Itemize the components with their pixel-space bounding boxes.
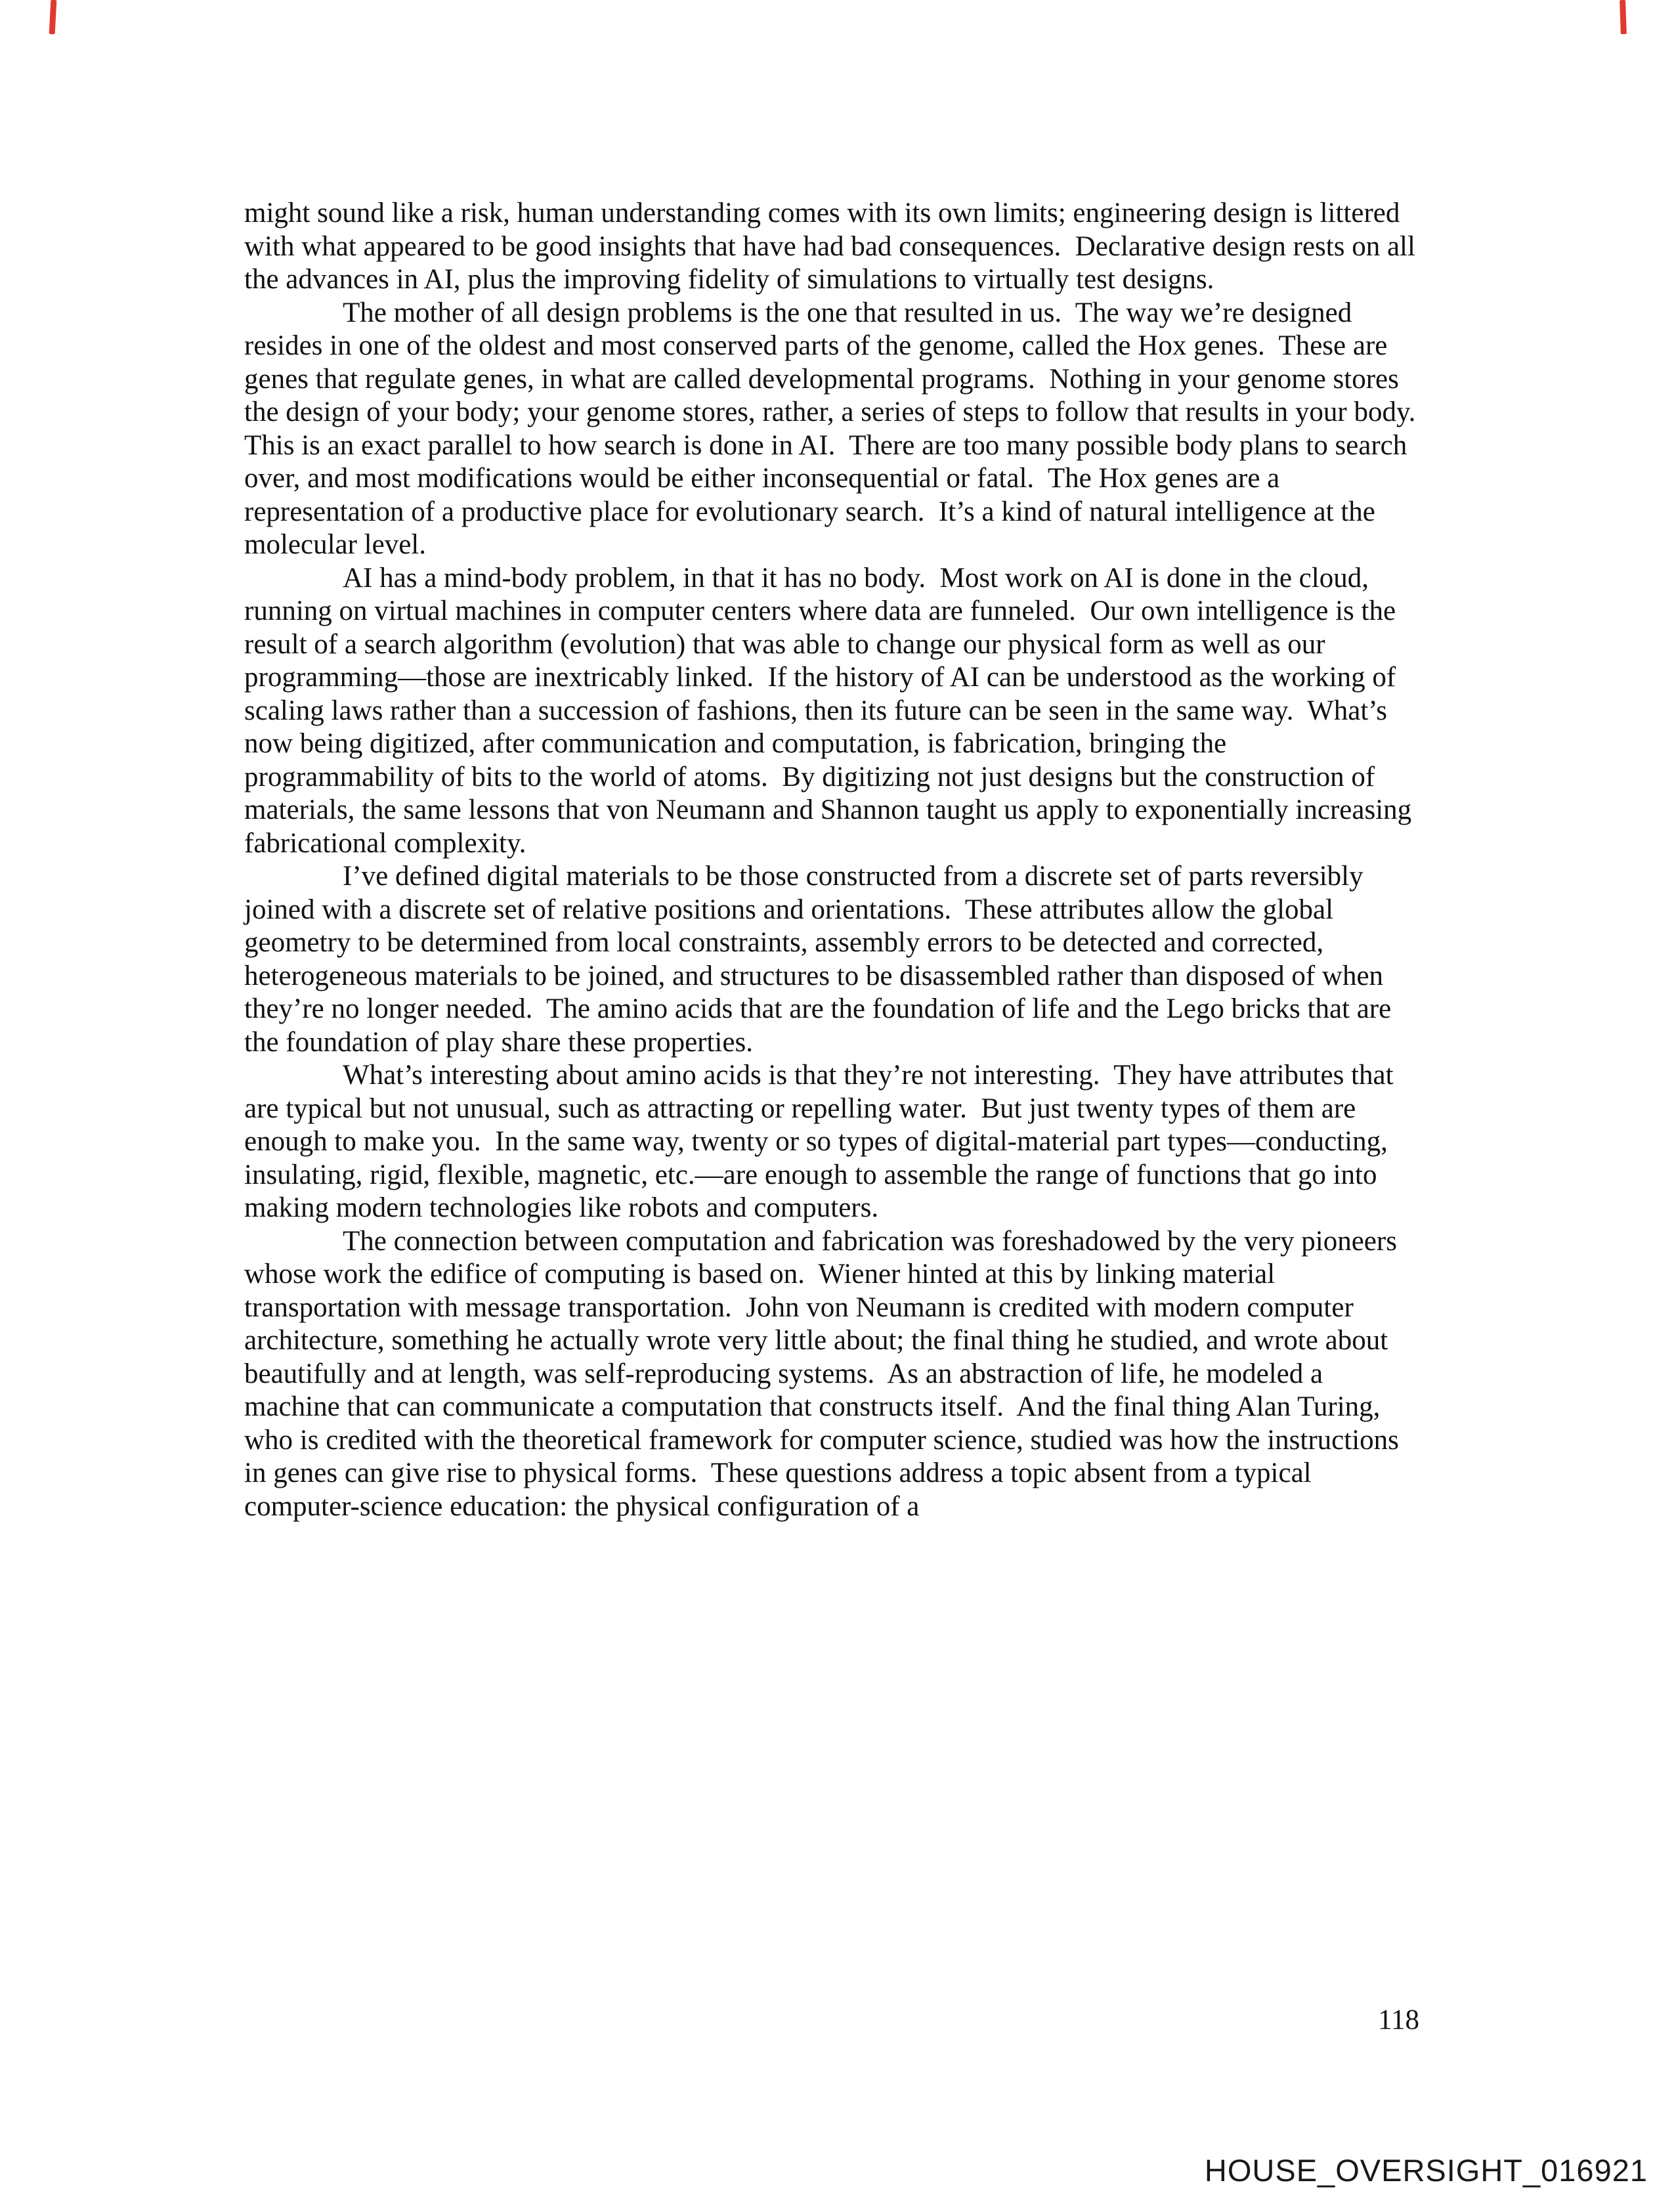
- paragraph: What’s interesting about amino acids is that they’re not interesting. They have attributes that are typical but not unusual, such as attracting or repelling water. But just twenty types of them are enough to make you. In the same way, twenty or so types of digital-material part types—conducting, insulating, rigid, flexible, magnetic, etc.—are enough to assemble the range of functions that go into making modern technologies like robots and computers.: [244, 1060, 1401, 1223]
- page-number: 118: [1378, 2005, 1419, 2035]
- paragraph: The connection between computation and fabrication was foreshadowed by the very pioneers whose work the edifice of computing is based on. Wiener hinted at this by linking material transportation with message transportation. John von Neumann is credited with modern computer architecture, something he actually wrote very little about; the final thing he studied, and wrote about beautifully and at length, was self-reproducing systems. As an abstraction of life, he modeled a machine that can communicate a computation that constructs itself. And the final thing Alan Turing, who is credited with the theoretical framework for computer science, studied was how the instructions in genes can give rise to physical forms. These questions address a topic absent from a typical computer-science education: the physical configuration of a: [244, 1225, 1406, 1522]
- red-crop-mark-top-right: [1620, 0, 1627, 34]
- bates-stamp: HOUSE_OVERSIGHT_016921: [1204, 2153, 1648, 2188]
- paragraph: I’ve defined digital materials to be those constructed from a discrete set of parts reversibly joined with a discrete set of relative positions and orientations. These attributes allow the global geometry to be determined from local constraints, assembly errors to be detected and corrected, heterogeneous materials to be joined, and structures to be disassembled rather than disposed of when they’re no longer needed. The amino acids that are the foundation of life and the Lego bricks that are the foundation of play share these properties.: [244, 861, 1398, 1058]
- paragraph-continuation: might sound like a risk, human understanding comes with its own limits; engineering design is littered with what appeared to be good insights that have had bad consequences. Declarative design rests on all the advances in AI, plus the improving fidelity of simulations to virtually test designs.: [244, 198, 1423, 295]
- page-body: [244, 197, 1430, 1523]
- paragraph: The mother of all design problems is the one that resulted in us. The way we’re designed resides in one of the oldest and most conserved parts of the genome, called the Hox genes. These are genes that regulate genes, in what are called developmental programs. Nothing in your genome stores the design of your body; your genome stores, rather, a series of steps to follow that results in your body. This is an exact parallel to how search is done in AI. There are too many possible body plans to search over, and most modifications would be either inconsequential or fatal. The Hox genes are a representation of a productive place for evolutionary search. It’s a kind of natural intelligence at the molecular level.: [244, 297, 1430, 560]
- paragraph: AI has a mind-body problem, in that it has no body. Most work on AI is done in the cloud, running on virtual machines in computer centers where data are funneled. Our own intelligence is the result of a search algorithm (evolution) that was able to change our physical form as well as our programming—those are inextricably linked. If the history of AI can be understood as the working of scaling laws rather than a succession of fashions, then its future can be seen in the same way. What’s now being digitized, after communication and computation, is fabrication, bringing the programmability of bits to the world of atoms. By digitizing not just designs but the construction of materials, the same lessons that von Neumann and Shannon taught us apply to exponentially increasing fabricational complexity.: [244, 562, 1419, 859]
- red-crop-mark-top-left: [49, 0, 57, 34]
